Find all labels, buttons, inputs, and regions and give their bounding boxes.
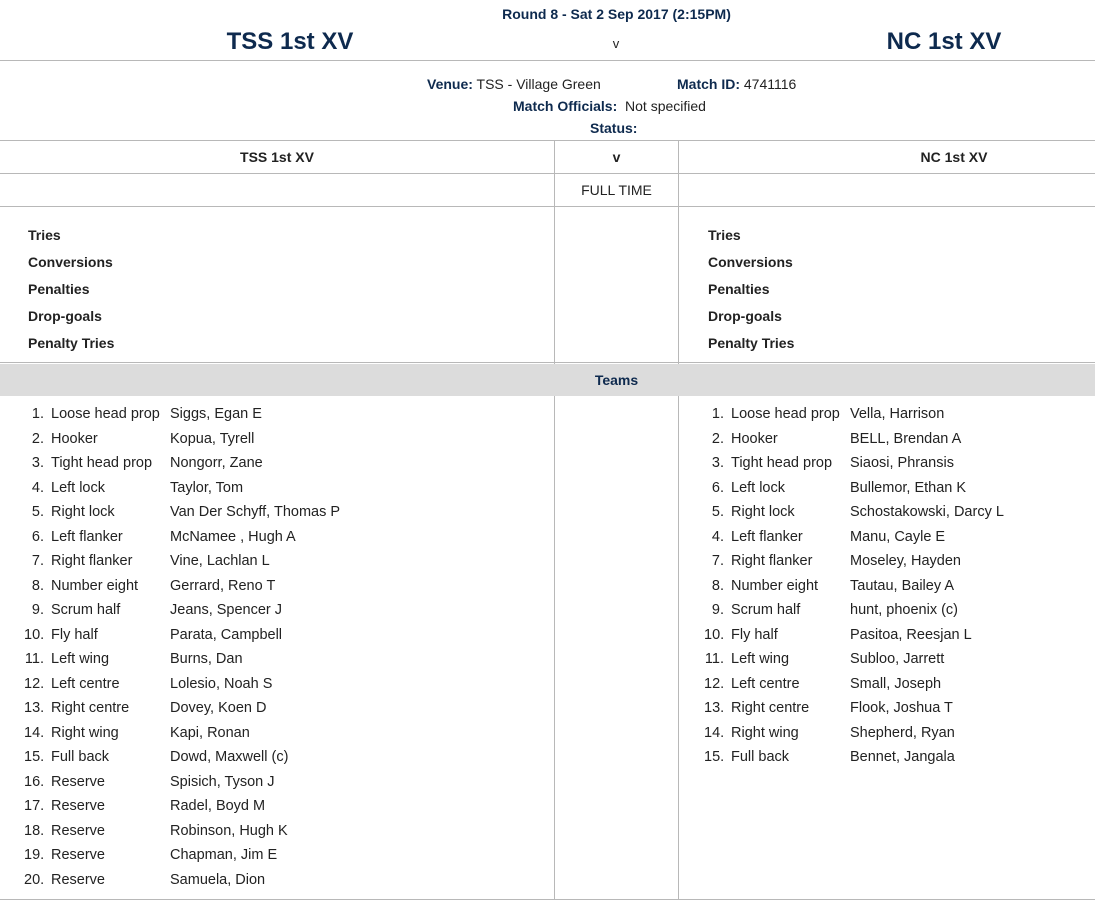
result-status: FULL TIME [581,182,652,198]
player-name[interactable]: Shepherd, Ryan [850,724,955,741]
player-name[interactable]: Taylor, Tom [170,479,244,496]
officials-value: Not specified [625,98,706,114]
divider [0,173,1095,174]
home-penalties-label: Penalties [28,281,90,297]
player-name[interactable]: Flook, Joshua T [850,700,953,716]
venue-info [427,76,601,92]
player-row [24,774,384,798]
player-number: 5. [31,504,44,520]
player-number: 15. [24,749,45,765]
player-name[interactable]: Lolesio, Noah S [170,675,273,692]
player-position: Fly half [51,626,98,643]
player-row [24,725,384,749]
player-number: 13. [24,700,45,716]
player-row [704,627,1064,651]
away-penalty-tries-label: Penalty Tries [708,335,795,351]
player-number: 4. [31,479,44,496]
player-name[interactable]: Pasitoa, Reesjan L [850,626,972,643]
player-number: 8. [31,577,44,594]
player-name[interactable]: Burns, Dan [170,651,243,667]
player-row [24,602,384,626]
score-vs: v [612,149,621,165]
player-position: Right centre [51,700,130,716]
player-number: 19. [24,847,45,863]
away-conversions-label: Conversions [708,254,793,270]
vs-label: v [612,36,620,51]
player-number: 16. [24,773,45,790]
player-name[interactable]: Spisich, Tyson J [170,773,275,790]
player-row [704,676,1064,700]
player-name[interactable]: Jeans, Spencer J [170,602,283,618]
player-row [704,504,1064,528]
home-tries-label: Tries [28,227,61,243]
player-position: Scrum half [731,602,801,618]
player-number: 6. [711,479,724,496]
player-position: Left lock [731,479,785,496]
player-number: 1. [711,406,724,422]
player-number: 3. [711,455,724,471]
player-position: Full back [51,749,110,765]
player-position: Left flanker [51,528,123,545]
player-number: 5. [711,504,724,520]
player-number: 13. [704,700,725,716]
player-name[interactable]: Vella, Harrison [850,406,945,422]
officials-label: Match Officials: [513,98,618,114]
player-row [24,431,384,455]
player-row [24,749,384,773]
player-row [24,627,384,651]
player-position: Reserve [51,773,105,790]
player-number: 2. [31,430,44,447]
player-position: Loose head prop [731,406,840,422]
teams-heading: Teams [594,372,639,388]
player-row [24,480,384,504]
player-number: 15. [704,749,725,765]
match-id-label: Match ID: [677,76,740,92]
player-position: Reserve [51,822,105,839]
player-position: Left flanker [731,528,803,545]
player-name[interactable]: McNamee , Hugh A [170,528,296,545]
player-name[interactable]: Siggs, Egan E [170,406,262,422]
player-name[interactable]: Dowd, Maxwell (c) [170,749,289,765]
player-name[interactable]: Moseley, Hayden [850,553,961,569]
status-info [590,120,637,136]
player-position: Left lock [51,479,105,496]
player-number: 20. [24,871,45,888]
player-number: 6. [31,528,44,545]
player-number: 14. [704,724,725,741]
player-number: 12. [704,675,725,692]
venue-label: Venue: [427,76,473,92]
player-number: 4. [711,528,724,545]
player-position: Tight head prop [731,455,833,471]
player-position: Reserve [51,847,105,863]
divider [0,899,1095,900]
player-position: Loose head prop [51,406,160,422]
player-name[interactable]: hunt, phoenix (c) [850,602,959,618]
player-position: Right wing [731,724,799,741]
player-number: 11. [24,651,44,667]
player-position: Right flanker [731,553,813,569]
player-row [704,749,1064,773]
player-row [24,504,384,528]
player-number: 1. [31,406,44,422]
player-position: Left wing [731,651,790,667]
score-away-team: NC 1st XV [920,149,988,165]
player-name[interactable]: Robinson, Hugh K [170,822,288,839]
player-position: Hooker [731,430,778,447]
player-row [24,553,384,577]
home-team-title[interactable]: TSS 1st XV [226,28,354,55]
player-row [704,431,1064,455]
player-row [24,529,384,553]
player-row [704,529,1064,553]
player-position: Right centre [731,700,810,716]
player-name[interactable]: Kopua, Tyrell [170,430,255,447]
column-divider-left [554,396,555,899]
player-number: 2. [711,430,724,447]
player-name[interactable]: Bullemor, Ethan K [850,479,967,496]
divider [0,362,1095,363]
player-position: Right lock [51,504,115,520]
player-row [704,480,1064,504]
officials-info [513,98,706,114]
player-position: Right flanker [51,553,133,569]
player-position: Scrum half [51,602,121,618]
score-home-team: TSS 1st XV [240,149,314,165]
player-row [704,700,1064,724]
divider [0,140,1095,141]
player-name[interactable]: Vine, Lachlan L [170,553,270,569]
player-position: Number eight [51,577,139,594]
home-conversions-label: Conversions [28,254,113,270]
player-row [24,406,384,430]
away-team-title[interactable]: NC 1st XV [886,28,1002,55]
player-number: 9. [711,602,724,618]
player-name[interactable]: Radel, Boyd M [170,798,266,814]
player-name[interactable]: Chapman, Jim E [170,847,278,863]
player-number: 14. [24,724,45,741]
player-name[interactable]: Nongorr, Zane [170,455,263,471]
player-position: Full back [731,749,790,765]
player-number: 11. [704,651,724,667]
player-row [24,676,384,700]
player-position: Left centre [51,675,120,692]
player-row [704,578,1064,602]
player-name[interactable]: Kapi, Ronan [170,724,250,741]
player-row [704,553,1064,577]
player-position: Tight head prop [51,455,153,471]
player-number: 10. [704,626,725,643]
away-drop-goals-label: Drop-goals [708,308,782,324]
away-tries-label: Tries [708,227,741,243]
player-name[interactable]: Schostakowski, Darcy L [850,504,1004,520]
divider [0,60,1095,61]
away-penalties-label: Penalties [708,281,770,297]
player-row [24,823,384,847]
player-position: Right wing [51,724,119,741]
player-name[interactable]: Subloo, Jarrett [850,651,945,667]
player-number: 8. [711,577,724,594]
player-row [24,847,384,871]
divider [0,206,1095,207]
home-drop-goals-label: Drop-goals [28,308,102,324]
player-position: Left wing [51,651,110,667]
player-number: 10. [24,626,45,643]
player-row [704,406,1064,430]
player-row [24,700,384,724]
player-name[interactable]: Dovey, Koen D [170,700,267,716]
player-name[interactable]: BELL, Brendan A [850,430,962,447]
home-penalty-tries-label: Penalty Tries [28,335,115,351]
player-number: 18. [24,822,45,839]
status-label: Status: [590,120,638,136]
player-name[interactable]: Tautau, Bailey A [850,577,954,594]
player-name[interactable]: Van Der Schyff, Thomas P [170,504,341,520]
player-number: 7. [31,553,44,569]
player-row [24,651,384,675]
player-row [24,798,384,822]
player-name[interactable]: Bennet, Jangala [850,749,955,765]
player-row [24,578,384,602]
player-name[interactable]: Samuela, Dion [170,871,266,888]
player-row [704,455,1064,479]
teams-section-header [0,364,1095,396]
player-position: Fly half [731,626,778,643]
player-row [704,651,1064,675]
player-position: Reserve [51,798,105,814]
player-position: Reserve [51,871,105,888]
player-row [24,872,384,896]
player-number: 9. [31,602,44,618]
match-id-value: 4741116 [743,76,797,92]
player-name[interactable]: Siaosi, Phransis [850,455,954,471]
player-row [704,602,1064,626]
player-position: Hooker [51,430,98,447]
column-divider-right [678,396,679,899]
player-name[interactable]: Parata, Campbell [170,626,283,643]
venue-value: TSS - Village Green [476,76,601,92]
player-number: 12. [24,675,45,692]
player-position: Number eight [731,577,819,594]
player-name[interactable]: Gerrard, Reno T [170,577,276,594]
player-name[interactable]: Small, Joseph [850,675,942,692]
player-number: 7. [711,553,724,569]
player-position: Left centre [731,675,800,692]
round-heading: Round 8 - Sat 2 Sep 2017 (2:15PM) [502,6,731,22]
player-row [24,455,384,479]
player-number: 3. [31,455,44,471]
player-position: Right lock [731,504,795,520]
player-row [704,725,1064,749]
player-number: 17. [24,798,45,814]
match-id-info [677,76,796,92]
player-name[interactable]: Manu, Cayle E [850,528,946,545]
